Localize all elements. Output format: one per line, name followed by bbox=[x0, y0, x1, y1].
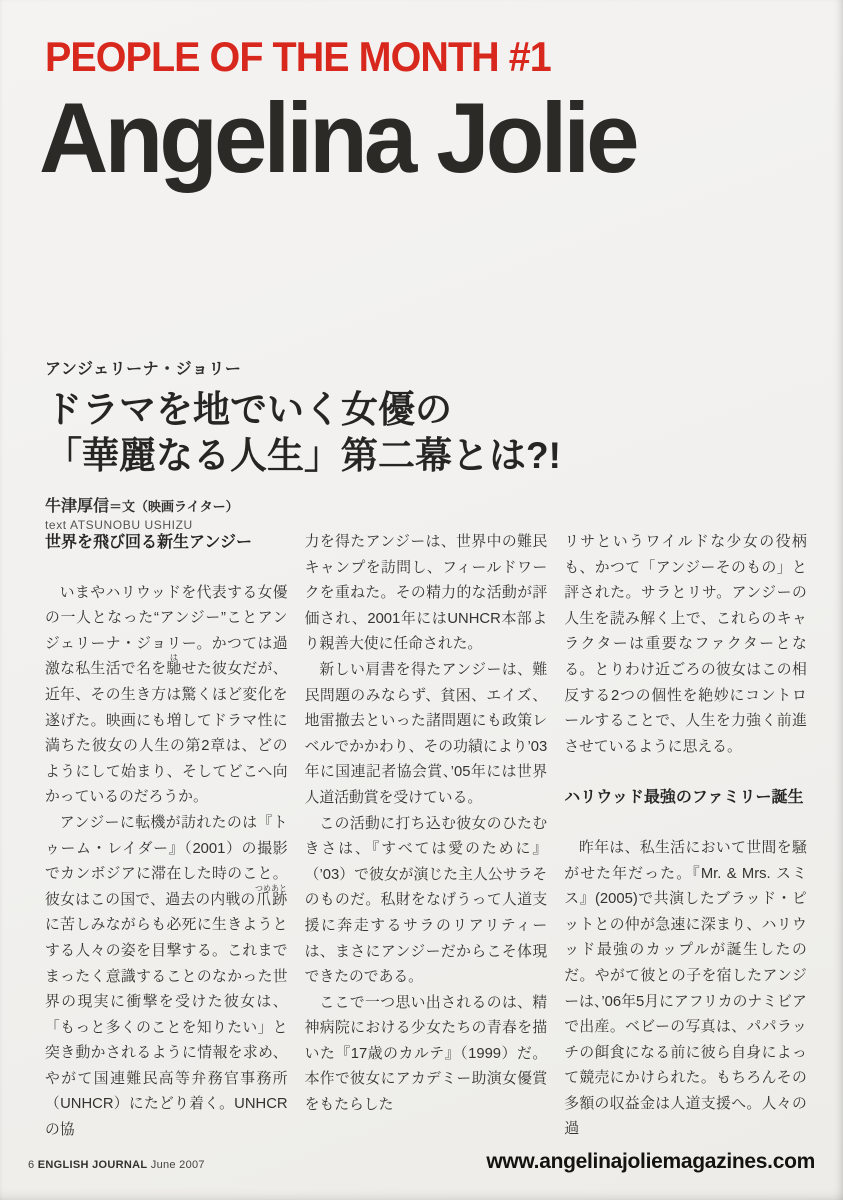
page-footer bbox=[28, 1150, 815, 1174]
column-heading: ハリウッド最強のファミリー誕生 bbox=[564, 789, 804, 807]
paragraph: 力を得たアンジーは、世界中の難民キャンプを訪問し、フィールドワークを重ねた。その精力的な活動が評価され、2001年にはUNHCR本部より親善大使に任命された。 bbox=[304, 534, 548, 653]
page-title: Angelina Jolie bbox=[39, 82, 636, 194]
column-3 bbox=[564, 530, 807, 1144]
paragraph: 新しい肩書を得たアンジーは、難民問題のみならず、貧困、エイズ、地雷撤去といった諸問題にも政策レベルでかかわり、その功績により’03年に国連記者協会賞、’05年には世界人道活動賞を受けている。 bbox=[304, 661, 548, 806]
paragraph: いまやハリウッドを代表する女優の一人となった“アンジー”ことアンジェリーナ・ジョリー。かつては過激な私生活で名を馳はせた彼女だが、近年、その生き方は驚くほど変化を遂げた。映画にも増してドラマ性に満ちた彼女の人生の第2章は、どのようにして始まり、そしてどこへ向かっているのだろうか。 bbox=[45, 584, 288, 806]
page-header bbox=[39, 33, 654, 194]
section-kicker: PEOPLE OF THE MONTH #1 bbox=[45, 33, 551, 80]
paragraph: アンジーに転機が訪れたのは『トゥーム・レイダー』（2001）の撮影でカンボジアに滞在した時のこと。彼女はこの国で、過去の内戦の爪跡つめあとに苦しみながらも必死に生きようとする人々の姿を目撃する。これまでまったく意識することのなかった世界の現実に衝撃を受けた彼女は、「もっと多くのことを知りたい」と突き動かされるように情報を求め、やがて国連難民高等弁務官事務所（UNHCR）にたどり着く。UNHCRの協 bbox=[45, 814, 288, 1139]
paragraph: リサというワイルドな少女の役柄も、かつて「アンジーそのもの」と評された。サラとリサ。アンジーの人生を読み解く上で、これらのキャラクターは重要なファクターとなる。とりわけ近ごろの彼女はこの相反する2つの個性を絶妙にコントロールすることで、人生を力強く前進させているように思える。 bbox=[564, 534, 807, 755]
article-body bbox=[45, 530, 807, 1144]
website-url: www.angelinajoliemagazines.com bbox=[486, 1150, 815, 1173]
headline-line-2: 「華麗なる人生」第二幕とは?! bbox=[45, 434, 561, 476]
byline-credit: text ATSUNOBU USHIZU bbox=[45, 518, 193, 532]
byline-role: ＝文（映画ライター） bbox=[109, 499, 239, 514]
paragraph: この活動に打ち込む彼女のひたむきさは、『すべては愛のために』（’03）で彼女が演じた主人公サラそのものだ。私財をなげうって人道支援に奔走するサラのリアリティーは、まさにアンジーだからこそ体現できたのである。 bbox=[304, 815, 548, 986]
headline-kicker: アンジェリーナ・ジョリー bbox=[45, 361, 242, 378]
issue-date: June 2007 bbox=[150, 1159, 205, 1171]
paragraph: 昨年は、私生活において世間を騒がせた年だった。『Mr. & Mrs. スミス』(2005)で共演したブラッド・ピットとの仲が急速に深まり、ハリウッド最強のカップルが誕生したのだ。やがて彼との子を宿したアンジーは、’06年5月にアフリカのナミビアで出産。ベビーの写真は、パパラッチの餌食になる前に彼ら自身によって競売にかけられた。もちろんその多額の収益金は人道支援へ。人々の過 bbox=[564, 839, 807, 1138]
page-number: 6 bbox=[28, 1159, 35, 1171]
column-heading: 世界を飛び回る新生アンジー bbox=[45, 534, 252, 551]
headline bbox=[45, 387, 561, 478]
headline-line-1: ドラマを地でいく女優の bbox=[45, 389, 452, 430]
journal-name: ENGLISH JOURNAL bbox=[37, 1159, 148, 1171]
byline bbox=[45, 493, 561, 516]
headline-block bbox=[45, 356, 561, 532]
column-1 bbox=[45, 530, 288, 1144]
column-2 bbox=[305, 530, 548, 1144]
paragraph: ここで一つ思い出されるのは、精神病院における少女たちの青春を描いた『17歳のカルテ』（1999）だ。本作で彼女にアカデミー助演女優賞をもたらした bbox=[304, 994, 548, 1114]
byline-author-name: 牛津厚信 bbox=[45, 498, 110, 515]
footer-publication-info bbox=[28, 1159, 205, 1171]
